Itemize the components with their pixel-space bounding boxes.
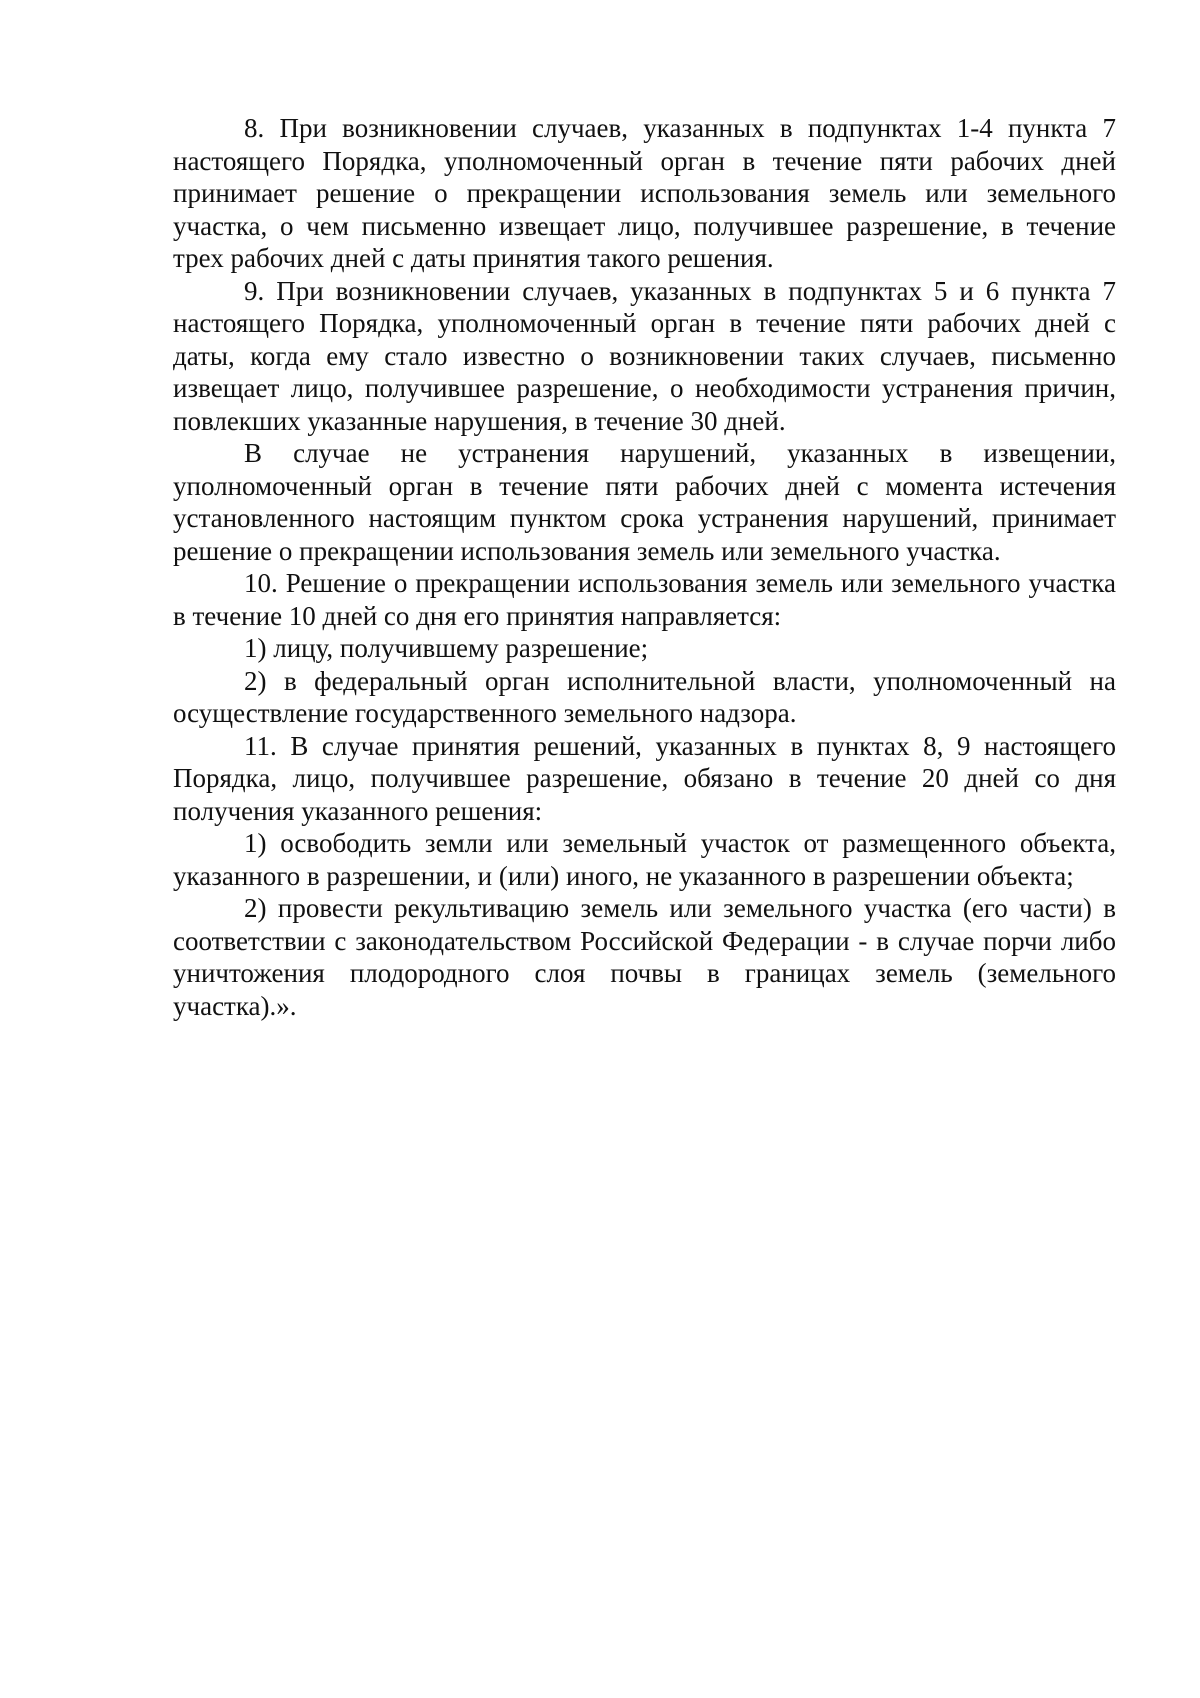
paragraph-11-item-1: 1) освободить земли или земельный участок от размещенного объекта, указанного в разрешении, и (или) иного, не указанного в разрешении объекта;	[173, 828, 1116, 891]
paragraph-9: 9. При возникновении случаев, указанных в подпунктах 5 и 6 пункта 7 настоящего Порядка, уполномоченный орган в течение пяти рабочих дней с даты, когда ему стало известно о возникновении таких случаев, письменно извещает лицо, получившее разрешение, о необходимости устранения причин, повлекших указанные нарушения, в течение 30 дней.	[173, 275, 1116, 436]
document-body	[173, 112, 1116, 1022]
paragraph-9-continuation: В случае не устранения нарушений, указанных в извещении, уполномоченный орган в течение пяти рабочих дней с момента истечения установленного настоящим пунктом срока устранения нарушений, принимает решение о прекращении использования земель или земельного участка.	[173, 438, 1116, 566]
paragraph-11: 11. В случае принятия решений, указанных в пунктах 8, 9 настоящего Порядка, лицо, получившее разрешение, обязано в течение 20 дней со дня получения указанного решения:	[173, 730, 1116, 826]
paragraph-8: 8. При возникновении случаев, указанных в подпунктах 1-4 пункта 7 настоящего Порядка, уполномоченный орган в течение пяти рабочих дней принимает решение о прекращении использования земель или земельного участка, о чем письменно извещает лицо, получившее разрешение, в течение трех рабочих дней с даты принятия такого решения.	[173, 113, 1116, 273]
paragraph-10-item-1: 1) лицу, получившему разрешение;	[244, 633, 649, 663]
paragraph-11-item-2: 2) провести рекультивацию земель или земельного участка (его части) в соответствии с законодательством Российской Федерации - в случае порчи либо уничтожения плодородного слоя почвы в границах земель (земельного участка).».	[173, 893, 1116, 1021]
paragraph-10: 10. Решение о прекращении использования земель или земельного участка в течение 10 дней со дня его принятия направляется:	[173, 568, 1116, 631]
paragraph-10-item-2: 2) в федеральный орган исполнительной власти, уполномоченный на осуществление государственного земельного надзора.	[173, 665, 1116, 728]
